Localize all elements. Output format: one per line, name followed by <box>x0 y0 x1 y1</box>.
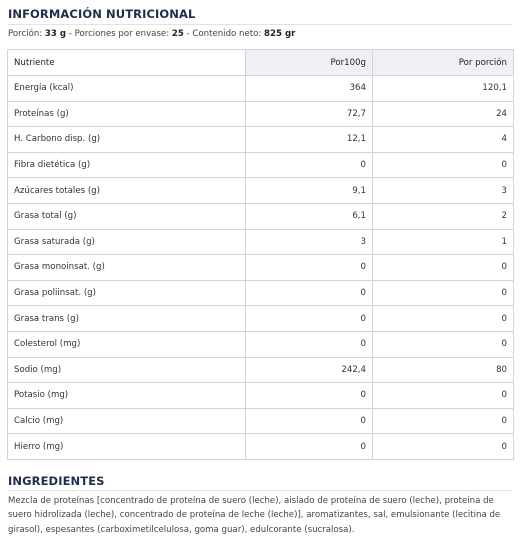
value-per-portion: 0 <box>373 306 514 332</box>
nutrient-name: Grasa saturada (g) <box>8 229 246 255</box>
table-row <box>8 127 514 153</box>
table-row <box>8 255 514 281</box>
nutrition-table <box>7 49 514 460</box>
value-per-portion: 0 <box>373 408 514 434</box>
header-nutrient: Nutriente <box>8 50 246 76</box>
table-row <box>8 383 514 409</box>
table-row <box>8 306 514 332</box>
nutrient-name: Proteínas (g) <box>8 101 246 127</box>
nutrition-title-divider <box>8 24 512 25</box>
table-row <box>8 280 514 306</box>
table-row <box>8 434 514 460</box>
value-per-portion: 80 <box>373 357 514 383</box>
net-content-value: 825 gr <box>264 29 296 39</box>
nutrient-name: Potasio (mg) <box>8 383 246 409</box>
value-per-100g: 72,7 <box>246 101 373 127</box>
table-row <box>8 357 514 383</box>
value-per-100g: 0 <box>246 383 373 409</box>
value-per-portion: 0 <box>373 280 514 306</box>
value-per-portion: 0 <box>373 152 514 178</box>
value-per-portion: 0 <box>373 331 514 357</box>
value-per-100g: 0 <box>246 306 373 332</box>
ingredients-text: Mezcla de proteínas [concentrado de proteína de suero (leche), aislado de proteína de suero (leche), proteína de suero hidrolizada (leche), concentrado de proteína de leche (leche)], aromatizantes, sal, emulsionante (lecitina de girasol), espesantes (carboximetilcelulosa, goma guar), edulcorante (sucralosa). <box>8 496 501 535</box>
nutrition-table-body <box>8 76 514 460</box>
nutrient-name: Grasa monoinsat. (g) <box>8 255 246 281</box>
table-row <box>8 331 514 357</box>
table-row <box>8 101 514 127</box>
value-per-portion: 0 <box>373 255 514 281</box>
nutrient-name: H. Carbono disp. (g) <box>8 127 246 153</box>
nutrient-name: Colesterol (mg) <box>8 331 246 357</box>
net-content-label: - Contenido neto: <box>183 29 265 39</box>
servings-label: - Porciones por envase: <box>66 29 172 39</box>
value-per-100g: 0 <box>246 331 373 357</box>
nutrient-name: Azúcares totales (g) <box>8 178 246 204</box>
portion-label: Porción: <box>8 29 45 39</box>
value-per-100g: 12,1 <box>246 127 373 153</box>
value-per-portion: 2 <box>373 203 514 229</box>
nutrient-name: Hierro (mg) <box>8 434 246 460</box>
value-per-portion: 0 <box>373 383 514 409</box>
value-per-100g: 0 <box>246 408 373 434</box>
ingredients-title-divider <box>8 490 512 491</box>
nutrient-name: Grasa total (g) <box>8 203 246 229</box>
table-row <box>8 76 514 102</box>
serving-info <box>8 29 295 39</box>
value-per-portion: 1 <box>373 229 514 255</box>
value-per-100g: 0 <box>246 280 373 306</box>
servings-value: 25 <box>171 29 184 39</box>
value-per-100g: 242,4 <box>246 357 373 383</box>
nutrient-name: Energía (kcal) <box>8 76 246 102</box>
value-per-portion: 0 <box>373 434 514 460</box>
header-per-100g: Por100g <box>246 50 373 76</box>
header-per-portion: Por porción <box>373 50 514 76</box>
table-row <box>8 152 514 178</box>
nutrient-name: Grasa poliinsat. (g) <box>8 280 246 306</box>
value-per-100g: 0 <box>246 152 373 178</box>
ingredients-title: INGREDIENTES <box>8 474 105 488</box>
nutrient-name: Sodio (mg) <box>8 357 246 383</box>
table-row <box>8 229 514 255</box>
table-header-row <box>8 50 514 76</box>
nutrition-title: INFORMACIÓN NUTRICIONAL <box>8 7 196 21</box>
nutrient-name: Fibra dietética (g) <box>8 152 246 178</box>
portion-value: 33 g <box>44 29 67 39</box>
table-row <box>8 178 514 204</box>
value-per-portion: 3 <box>373 178 514 204</box>
nutrient-name: Calcio (mg) <box>8 408 246 434</box>
value-per-100g: 9,1 <box>246 178 373 204</box>
value-per-100g: 0 <box>246 255 373 281</box>
table-row <box>8 203 514 229</box>
table-row <box>8 408 514 434</box>
value-per-portion: 24 <box>373 101 514 127</box>
value-per-100g: 364 <box>246 76 373 102</box>
nutrient-name: Grasa trans (g) <box>8 306 246 332</box>
value-per-100g: 3 <box>246 229 373 255</box>
value-per-100g: 0 <box>246 434 373 460</box>
value-per-portion: 4 <box>373 127 514 153</box>
value-per-portion: 120,1 <box>373 76 514 102</box>
value-per-100g: 6,1 <box>246 203 373 229</box>
